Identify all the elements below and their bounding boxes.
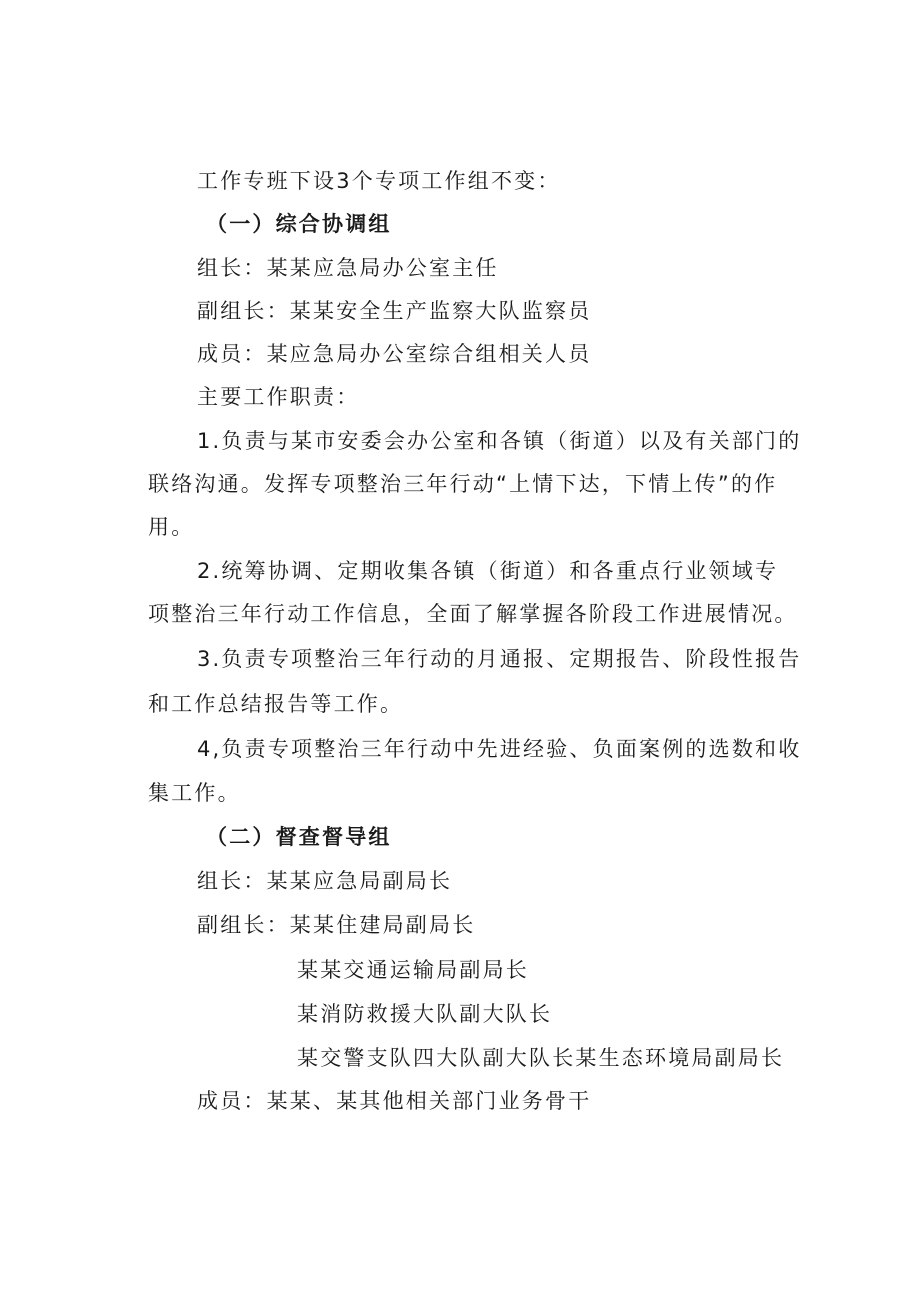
duty-1-line-3: 用。 — [148, 515, 195, 539]
group2-deputy-2: 某某交通运输局副局长 — [297, 958, 529, 982]
duty-3-line-1: 3.负责专项整治三年行动的月通报、定期报告、阶段性报告 — [197, 647, 802, 671]
intro-line: 工作专班下设3个专项工作组不变： — [197, 169, 561, 193]
duty-1-line-2: 联络沟通。发挥专项整治三年行动“上情下达，下情上传”的作 — [148, 472, 778, 496]
group2-deputy-4: 某交警支队四大队副大队长某生态环境局副局长 — [297, 1046, 785, 1070]
duty-2-line-2: 项整治三年行动工作信息，全面了解掌握各阶段工作进展情况。 — [148, 602, 798, 626]
group1-deputy: 副组长：某某安全生产监察大队监察员 — [197, 299, 592, 323]
group1-heading: （一）综合协调组 — [206, 212, 392, 236]
duty-4-line-2: 集工作。 — [148, 781, 241, 805]
group2-members: 成员：某某、某其他相关部门业务骨干 — [197, 1089, 592, 1113]
group2-leader: 组长：某某应急局副局长 — [197, 869, 453, 893]
duty-4-line-1: 4,负责专项整治三年行动中先进经验、负面案例的选数和收 — [197, 737, 802, 761]
group2-deputy: 副组长：某某住建局副局长 — [197, 913, 476, 937]
group1-members: 成员：某应急局办公室综合组相关人员 — [197, 342, 592, 366]
group2-deputy-3: 某消防救援大队副大队长 — [297, 1002, 553, 1026]
group1-leader: 组长：某某应急局办公室主任 — [197, 256, 499, 280]
duty-3-line-2: 和工作总结报告等工作。 — [148, 692, 404, 716]
duty-1-line-1: 1.负责与某市安委会办公室和各镇（街道）以及有关部门的 — [197, 429, 802, 453]
group2-heading: （二）督查督导组 — [206, 825, 392, 849]
duties-heading: 主要工作职责： — [197, 385, 360, 409]
duty-2-line-1: 2.统筹协调、定期收集各镇（街道）和各重点行业领域专 — [197, 559, 779, 583]
